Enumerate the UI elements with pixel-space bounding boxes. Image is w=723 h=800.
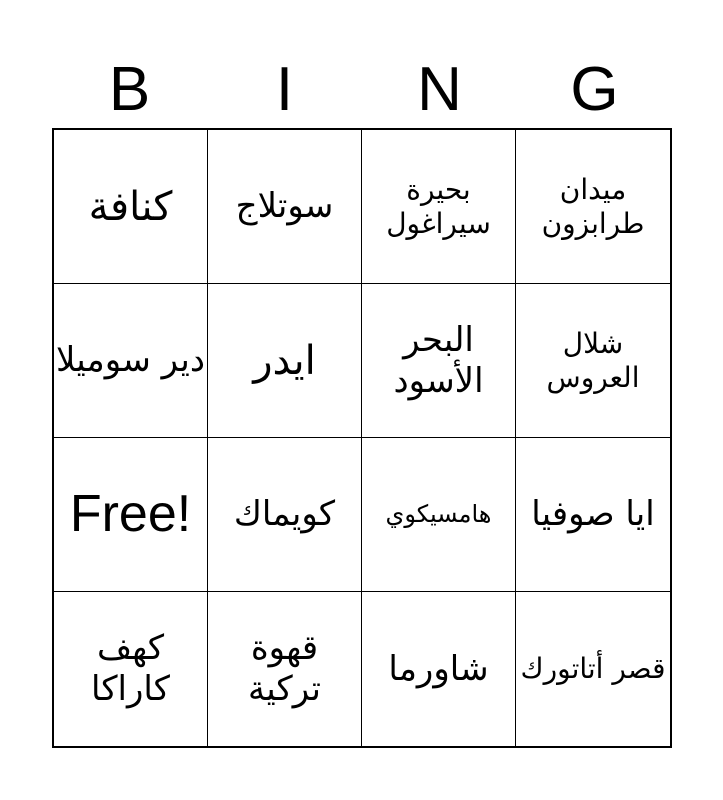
bingo-cell-r4c1[interactable]	[54, 592, 208, 746]
bingo-header	[52, 52, 672, 128]
cell-text: ايدر	[253, 337, 316, 384]
cell-text: شلال العروس	[546, 326, 640, 394]
header-letter-g: G	[570, 55, 619, 124]
bingo-cell-r2c4[interactable]	[516, 284, 670, 438]
cell-text: كنافة	[88, 183, 173, 230]
bingo-cell-r1c2[interactable]	[208, 130, 362, 284]
bingo-cell-r3c3[interactable]	[362, 438, 516, 592]
cell-text: شاورما	[388, 648, 489, 689]
cell-text: ميدان طرابزون	[541, 172, 645, 240]
cell-text: البحر الأسود	[393, 319, 484, 401]
bingo-cell-r4c3[interactable]	[362, 592, 516, 746]
cell-text: سوتلاج	[235, 186, 334, 227]
bingo-cell-r1c3[interactable]	[362, 130, 516, 284]
cell-text: ايا صوفيا	[531, 494, 655, 535]
bingo-cell-r2c3[interactable]	[362, 284, 516, 438]
bingo-cell-r4c4[interactable]	[516, 592, 670, 746]
cell-text: دير سوميلا	[56, 340, 205, 381]
bingo-cell-r4c2[interactable]	[208, 592, 362, 746]
free-space-text: Free!	[69, 484, 192, 543]
bingo-cell-r3c4[interactable]	[516, 438, 670, 592]
header-letter-b: B	[108, 55, 151, 124]
bingo-cell-r2c1[interactable]	[54, 284, 208, 438]
bingo-grid	[52, 128, 672, 748]
bingo-cell-r3c2[interactable]	[208, 438, 362, 592]
cell-text: قصر أتاتورك	[520, 652, 666, 686]
cell-text: هامسيكوي	[385, 500, 492, 529]
bingo-cell-r2c2[interactable]	[208, 284, 362, 438]
bingo-cell-r1c1[interactable]	[54, 130, 208, 284]
cell-text: كويماك	[233, 494, 336, 535]
cell-text: قهوة تركية	[248, 628, 321, 709]
header-letter-i: I	[275, 55, 294, 124]
bingo-cell-free[interactable]	[54, 438, 208, 592]
cell-text: بحيرة سيراغول	[386, 172, 491, 240]
bingo-cell-r1c4[interactable]	[516, 130, 670, 284]
cell-text: كهف كاراكا	[91, 628, 170, 709]
header-letter-n: N	[417, 55, 462, 124]
